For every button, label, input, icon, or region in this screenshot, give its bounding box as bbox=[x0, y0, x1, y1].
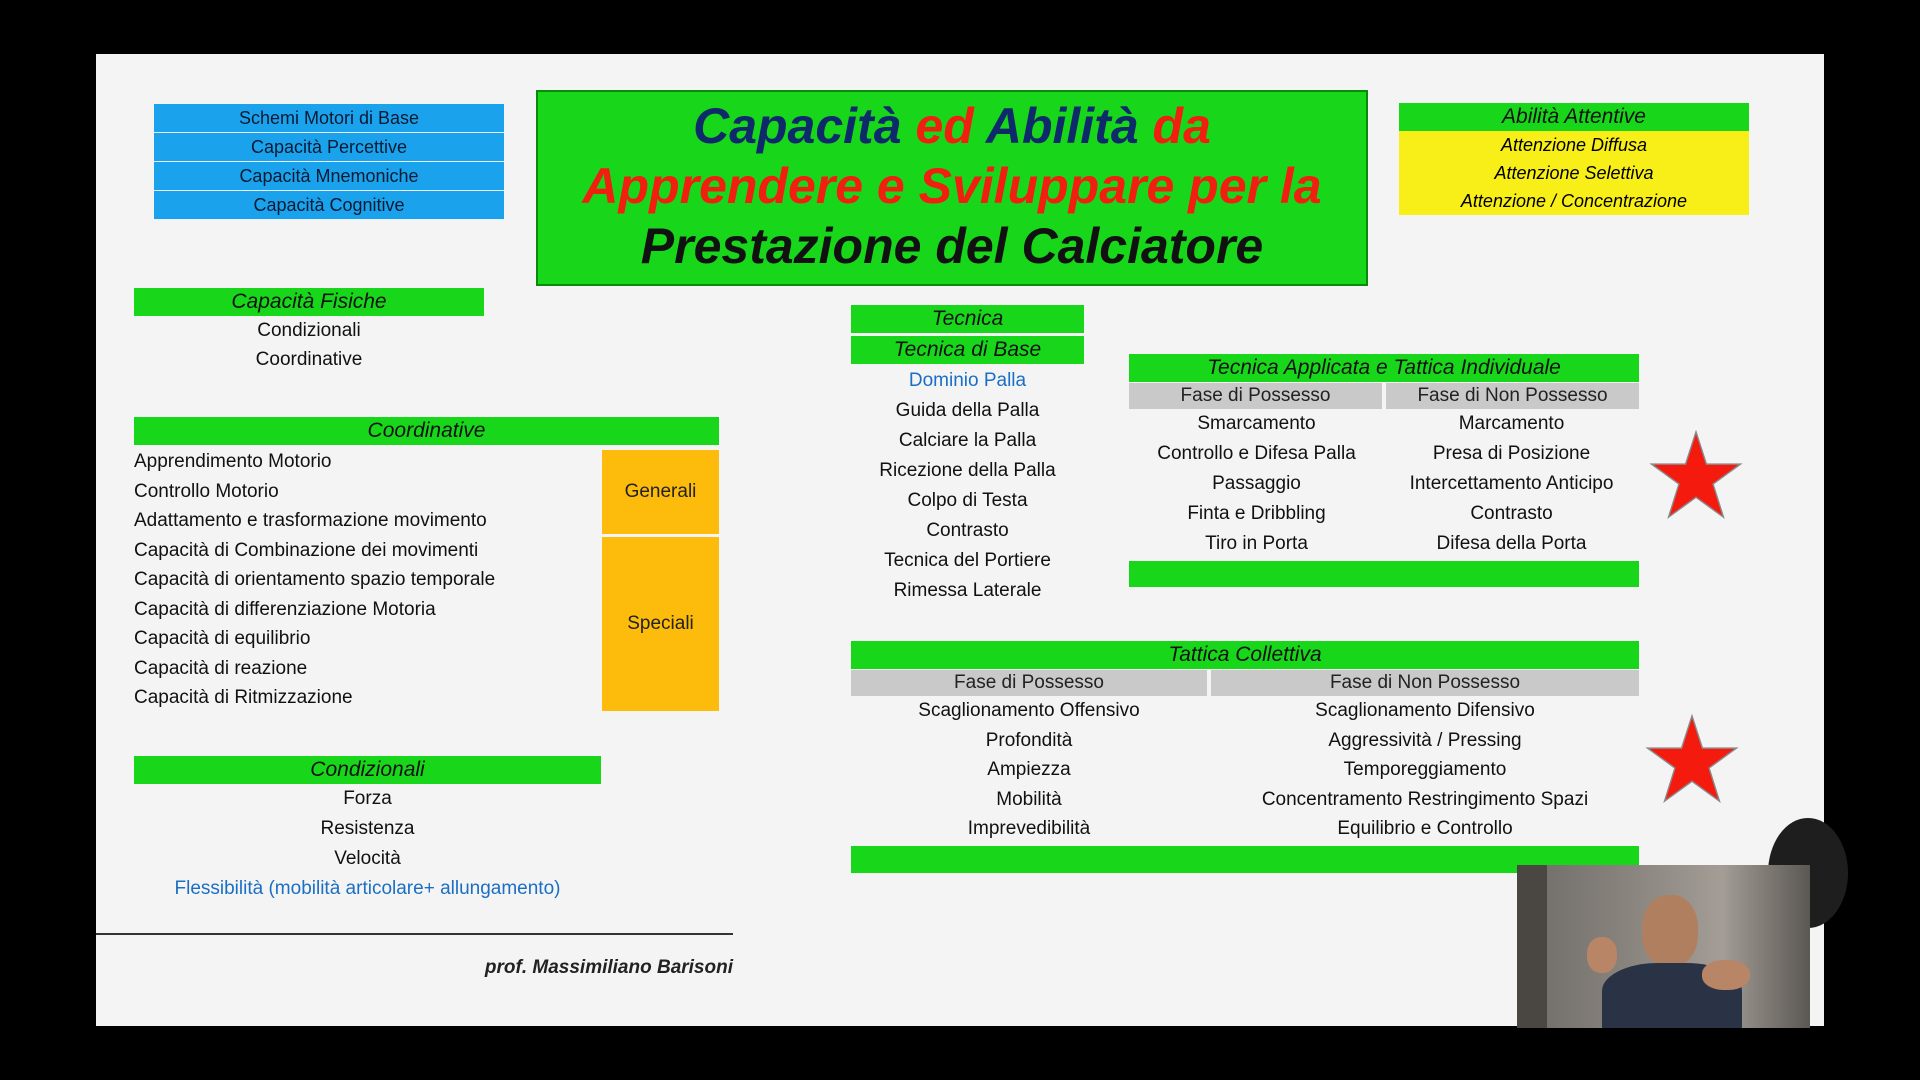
collettiva-possesso-item: Scaglionamento Offensivo bbox=[918, 700, 1140, 721]
attentive-item: Attenzione Diffusa bbox=[1399, 131, 1749, 159]
possesso-item: Passaggio bbox=[1212, 473, 1301, 494]
collettiva-possesso-header: Fase di Possesso bbox=[851, 670, 1207, 696]
coordinative-item: Capacità di orientamento spazio temporale bbox=[134, 569, 496, 590]
collettiva-possesso-item: Ampiezza bbox=[987, 759, 1071, 780]
title-word: Abilità bbox=[985, 98, 1139, 154]
tattica-individuale-header: Tecnica Applicata e Tattica Individuale bbox=[1129, 354, 1639, 382]
tecnica-item: Calciare la Palla bbox=[898, 430, 1037, 451]
attentive-item: Attenzione Selettiva bbox=[1399, 159, 1749, 187]
collettiva-possesso-item: Mobilità bbox=[996, 788, 1062, 810]
coordinative-item: Capacità di Ritmizzazione bbox=[134, 687, 353, 708]
condizionali-item: Resistenza bbox=[320, 818, 415, 839]
coordinative-item: Adattamento e trasformazione movimento bbox=[134, 510, 487, 531]
footer-divider bbox=[96, 933, 733, 935]
title-word: da bbox=[1152, 98, 1211, 154]
slide-title bbox=[536, 90, 1368, 286]
collettiva-non-possesso-item: Concentramento Restringimento Spazi bbox=[1261, 788, 1589, 810]
star-icon bbox=[1641, 430, 1751, 520]
webcam-overlay bbox=[1517, 865, 1810, 1028]
coordinative-item: Capacità di equilibrio bbox=[134, 628, 311, 649]
attentive-box bbox=[1399, 103, 1749, 215]
coordinative-item: Capacità di reazione bbox=[134, 657, 308, 679]
non-possesso-item: Contrasto bbox=[1470, 503, 1553, 524]
non-possesso-item: Marcamento bbox=[1458, 413, 1565, 434]
blue-item: Capacità Cognitive bbox=[154, 191, 504, 220]
tattica-individuale-box bbox=[1129, 354, 1639, 587]
fisiche-box bbox=[134, 288, 484, 374]
tecnica-box bbox=[851, 305, 1084, 606]
coordinative-item: Controllo Motorio bbox=[134, 480, 279, 502]
condizionali-item: Forza bbox=[343, 788, 392, 809]
star-icon bbox=[1637, 714, 1747, 804]
tecnica-subheader: Tecnica di Base bbox=[851, 336, 1084, 364]
coordinative-item: Capacità di Combinazione dei movimenti bbox=[134, 539, 479, 561]
blue-item: Capacità Percettive bbox=[154, 133, 504, 162]
coordinative-header: Coordinative bbox=[134, 417, 719, 445]
blue-item: Capacità Mnemoniche bbox=[154, 162, 504, 191]
condizionali-header: Condizionali bbox=[134, 756, 601, 784]
title-line-3: Prestazione del Calciatore bbox=[640, 218, 1264, 274]
non-possesso-item: Difesa della Porta bbox=[1436, 533, 1587, 554]
coordinative-item: Capacità di differenziazione Motoria bbox=[134, 598, 436, 620]
collettiva-non-possesso-item: Aggressività / Pressing bbox=[1328, 729, 1522, 751]
collettiva-non-possesso-item: Temporeggiamento bbox=[1343, 759, 1507, 780]
possesso-item: Tiro in Porta bbox=[1205, 533, 1308, 554]
collettiva-non-possesso-header: Fase di Non Possesso bbox=[1211, 670, 1639, 696]
generali-label: Generali bbox=[602, 450, 719, 534]
collettiva-non-possesso-item: Equilibrio e Controllo bbox=[1337, 818, 1513, 839]
author-credit: prof. Massimiliano Barisoni bbox=[484, 957, 733, 978]
flessibilita-link: Flessibilità (mobilità articolare+ allungamento) bbox=[174, 878, 561, 899]
blue-item: Schemi Motori di Base bbox=[154, 104, 504, 133]
tecnica-item: Guida della Palla bbox=[895, 400, 1040, 421]
coordinative-list bbox=[134, 447, 594, 713]
tattica-collettiva-header: Tattica Collettiva bbox=[851, 641, 1639, 669]
tattica-individuale-footer-bar bbox=[1129, 561, 1639, 587]
non-possesso-item: Intercettamento Anticipo bbox=[1409, 473, 1614, 494]
collettiva-non-possesso-item: Scaglionamento Difensivo bbox=[1315, 700, 1535, 721]
title-line-2: Apprendere e Sviluppare per la bbox=[582, 158, 1322, 214]
tecnica-item: Ricezione della Palla bbox=[879, 460, 1056, 481]
tecnica-item: Colpo di Testa bbox=[907, 490, 1028, 511]
fase-possesso-header: Fase di Possesso bbox=[1129, 383, 1382, 409]
collettiva-possesso-item: Imprevedibilità bbox=[967, 818, 1091, 839]
tattica-collettiva-box bbox=[851, 641, 1639, 873]
non-possesso-item: Presa di Posizione bbox=[1432, 443, 1591, 464]
blue-box bbox=[154, 104, 504, 220]
tecnica-item: Rimessa Laterale bbox=[893, 580, 1042, 601]
tecnica-item: Tecnica del Portiere bbox=[884, 550, 1051, 571]
tecnica-item: Contrasto bbox=[926, 520, 1009, 541]
title-word: ed bbox=[915, 98, 974, 154]
tecnica-header: Tecnica bbox=[851, 305, 1084, 333]
attentive-item: Attenzione / Concentrazione bbox=[1399, 187, 1749, 215]
possesso-item: Smarcamento bbox=[1197, 413, 1316, 434]
fase-non-possesso-header: Fase di Non Possesso bbox=[1386, 383, 1639, 409]
collettiva-possesso-item: Profondità bbox=[985, 729, 1073, 751]
possesso-item: Finta e Dribbling bbox=[1187, 503, 1326, 524]
attentive-header: Abilità Attentive bbox=[1399, 103, 1749, 131]
fisiche-header: Capacità Fisiche bbox=[134, 288, 484, 316]
possesso-item: Controllo e Difesa Palla bbox=[1157, 443, 1356, 464]
fisiche-item: Condizionali bbox=[257, 320, 361, 341]
dominio-palla: Dominio Palla bbox=[908, 370, 1027, 391]
condizionali-box bbox=[134, 756, 601, 904]
condizionali-item: Velocità bbox=[334, 848, 401, 869]
title-word: Capacità bbox=[693, 98, 902, 154]
speciali-label: Speciali bbox=[602, 537, 719, 711]
fisiche-item: Coordinative bbox=[255, 349, 363, 370]
coordinative-item: Apprendimento Motorio bbox=[134, 451, 332, 472]
